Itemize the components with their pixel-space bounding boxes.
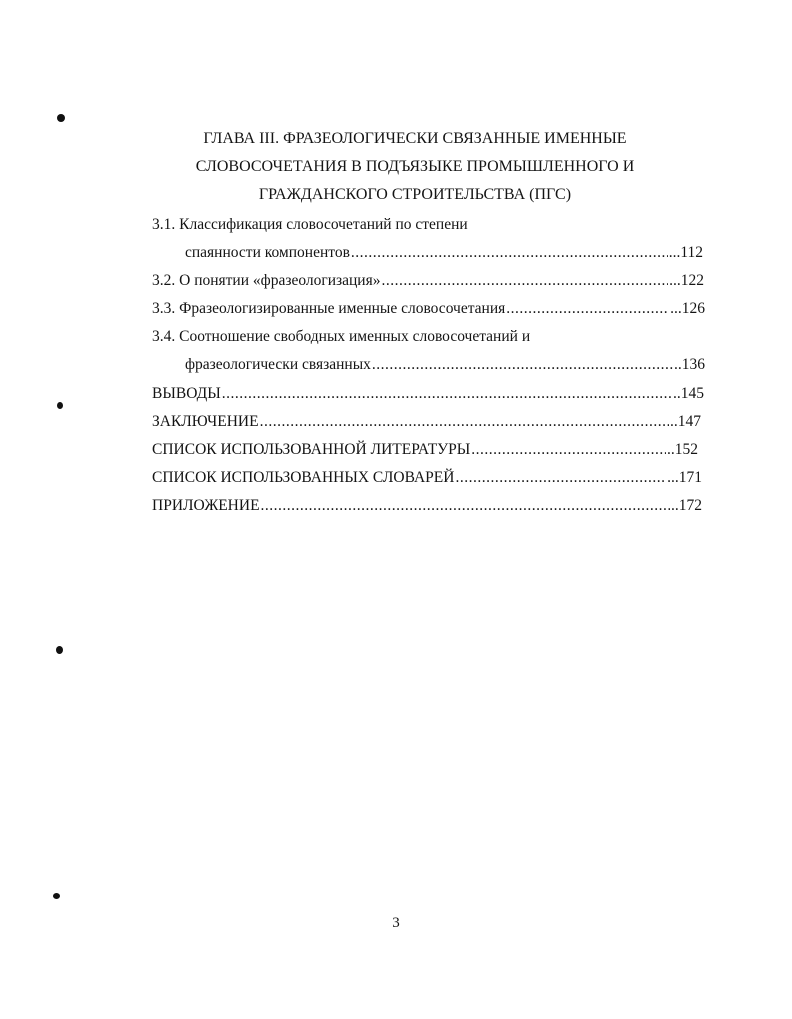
toc-page-number: ...112 [668,244,703,261]
toc-page-number: ..145 [673,385,704,402]
toc-item-conclusion[interactable] [152,414,701,430]
toc-item-dictionaries[interactable] [152,470,702,486]
toc-page-number: ..136 [674,356,705,373]
toc-page-number: ..172 [671,497,702,514]
dot-leader [506,301,669,317]
toc-page-number: ..147 [670,413,701,430]
dot-leader [372,357,673,373]
binding-hole-mark [57,114,65,122]
toc-label: ВЫВОДЫ [152,385,221,402]
toc-label: ЗАКЛЮЧЕНИЕ [152,413,259,430]
chapter-title-line-3: ГРАЖДАНСКОГО СТРОИТЕЛЬСТВА (ПГС) [258,186,572,203]
chapter-title-line-1: ГЛАВА III. ФРАЗЕОЛОГИЧЕСКИ СВЯЗАННЫЕ ИМЕННЫЕ [203,130,627,147]
toc-item-3-2[interactable] [152,273,704,289]
toc-item-3-3[interactable] [152,301,705,317]
toc-label: ПРИЛОЖЕНИЕ [152,497,260,514]
toc-page-number: ...171 [667,469,702,486]
toc-page-number: ..152 [667,441,698,458]
toc-item-references[interactable] [152,442,698,458]
dot-leader [260,414,669,430]
toc-label: СПИСОК ИСПОЛЬЗОВАННОЙ ЛИТЕРАТУРЫ [152,441,471,458]
toc-item-3-4[interactable] [185,357,705,373]
dot-leader [381,273,668,289]
toc-label: спаянности компонентов [185,244,350,261]
toc-item-3-1[interactable] [185,245,703,261]
dot-leader [455,470,666,486]
binding-hole-mark [53,893,60,899]
binding-hole-mark [56,646,63,654]
toc-item-conclusions[interactable] [152,386,704,402]
toc-label: 3.3. Фразеологизированные именные словосочетания [152,300,506,317]
toc-item-3-4-line-1: 3.4. Соотношение свободных именных словосочетаний и [152,328,531,345]
toc-label: 3.2. О понятии «фразеологизация» [152,272,381,289]
chapter-title-line-2: СЛОВОСОЧЕТАНИЯ В ПОДЪЯЗЫКЕ ПРОМЫШЛЕННОГО И [195,158,635,175]
toc-page-number: ...122 [669,272,704,289]
dot-leader [222,386,672,402]
dot-leader [261,498,670,514]
page-number: 3 [392,915,400,931]
toc-label: фразеологически связанных [185,356,371,373]
toc-item-appendix[interactable] [152,498,702,514]
binding-hole-mark [57,402,63,409]
toc-label: СПИСОК ИСПОЛЬЗОВАННЫХ СЛОВАРЕЙ [152,469,455,486]
toc-page-number: ...126 [670,300,705,317]
dot-leader [471,442,666,458]
dot-leader [351,245,668,261]
toc-item-3-1-line-1: 3.1. Классификация словосочетаний по степени [152,216,468,233]
